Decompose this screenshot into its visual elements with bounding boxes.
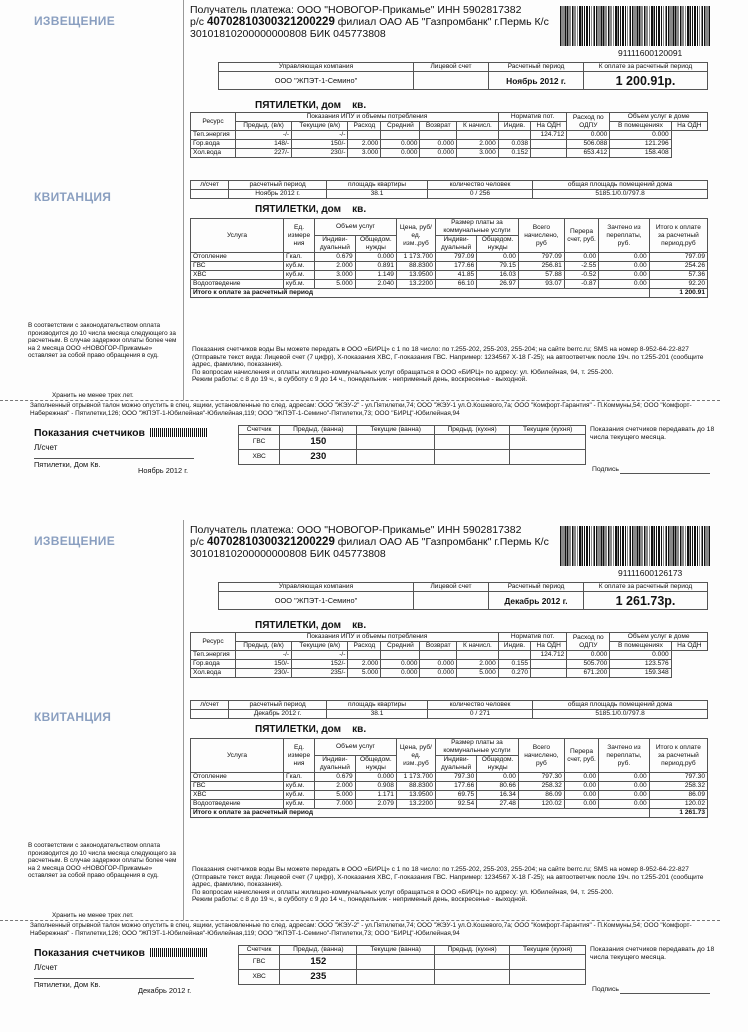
header-table: Управляющая компания Лицевой счет Расчетный период К оплате за расчетный период ООО "ЖПЭТ-1-Семино" Ноябрь 2012 г. 1 200.91р. [218, 62, 708, 90]
address: ПЯТИЛЕТКИ, дом кв. [255, 100, 367, 111]
info-block: Показания счетчиков воды Вы можете передать в ООО «БИРЦ» с 1 по 18 число: по т.255-202, 255-203, 255-204; на сайте berrc.ru; SMS на номер 8-952-64-22-827 (Отправьте текст вида: Лицевой счет (7 цифр), Х-показания ХВС, Г-показания ГВС. Например: 1234567 Х-18 Г-25); на автоответчик после 19ч. по т.255-201 (сообщите адрес, фамилию, показания). По вопросам начисления и оплаты жилищно-коммунальных услуг обращаться в ООО «БИРЦ» по адресу: ул. Юбилейная, 94, т. 255-200. Режим работы: с 8 до 19 ч., в субботу с 9 до 14 ч., понедельник - неприменый день, воскресенье - выходной. [192, 866, 704, 904]
total-label: Итого к оплате за расчетный период [191, 809, 650, 818]
gvs-current[interactable] [357, 435, 434, 450]
hvs-current[interactable] [357, 970, 434, 985]
hvs-current[interactable] [357, 450, 434, 465]
barcode [560, 6, 710, 46]
barcode-number: 91111600126173 [618, 568, 683, 578]
cut-line [183, 520, 184, 920]
legal-note: В соответствии с законодательством оплата производится до 10 числа месяца следующего за расчетным. В случае задержки оплаты более чем на 2 месяца ООО «НОВОГОР-Прикамье» оставляет за собой право обращения в суд. [28, 842, 177, 880]
account-number: 40702810300321200229 [206, 536, 335, 548]
corr-bik-line: 30101810200000000808 БИК 045773808 [190, 548, 386, 560]
small-barcode [150, 428, 208, 437]
period: Декабрь 2012 г. [489, 592, 584, 610]
company-name: ООО "ЖПЭТ-1-Семино" [219, 72, 414, 90]
corr-bik-line: 30101810200000000808 БИК 045773808 [190, 28, 386, 40]
meter-row: Теп.энергия -/- -/- 124.712 0.000 0.000 [191, 651, 708, 660]
keep-note: Хранить не менее трех лет. [52, 392, 134, 399]
services-table: Услуга Ед. измере ния Объем услуг Цена, руб/ед. изм.,руб Размер платы за коммунальные услуги Всего начислено, руб Перера счет, руб. Зачтено из переплаты, руб. Итого к оплате за расчетный период,руб Индиви- дуальный Общедом. нужды Индиви- дуальный Общедом. нужды Отопление Гкал. 0.679 0.000 1 173.700 797.30 0.00 797.30 0.00 0.00 797.30 ГВС куб.м. 2.000 0.908 88.8300 177.66 80.66 258.32 0.00 0.00 258.32 ХВС куб.м. 5.000 1.171 13.9500 69.75 16.34 86.09 0.00 0.00 86.09 Водоотведение куб.м. 7.000 2.079 13.2200 92.54 27.48 120.02 0.00 0.00 120.02 Итого к оплате за расчетный период 1 261.73 [190, 738, 708, 818]
service-row: Отопление Гкал. 0.679 0.000 1 173.700 797.09 0.00 797.09 0.00 0.00 797.09 [191, 253, 708, 262]
payment-slip-december [0, 520, 748, 1032]
payment-slip-november [0, 0, 748, 512]
hvs-prev: 235 [280, 970, 357, 985]
tear-note: Заполненный отрывной талон можно опустить в спец. ящики, установленные по след. адресам: ООО "ЖЭУ-2" - ул.Пятилетки,74; ООО "ЖЭУ-1 ул.О.Кошевого,7а; ООО "Комфорт-Гарантия" - П.Коммуны,54; ООО "Комфорт-Набережная" - Пятилетки,126; ООО "ЖПЭТ-1-Юбилейная"-Юбилейная,119; ООО "ЖПЭТ-1-Семино"-Пятилетки,73; ООО "БИРЦ"-Юбилейная,94 [30, 922, 692, 937]
barcode-number: 91111600120091 [618, 48, 683, 58]
signature-label: Подпись [592, 466, 619, 473]
izveschenie-label: ИЗВЕЩЕНИЕ [34, 534, 116, 548]
account-number: 40702810300321200229 [206, 16, 335, 28]
counters-title: Показания счетчиков [34, 947, 145, 959]
service-row: ГВС куб.м. 2.000 0.891 88.8300 177.66 79.15 256.81 -2.55 0.00 254.26 [191, 262, 708, 271]
signature-label: Подпись [592, 986, 619, 993]
service-row: Водоотведение куб.м. 7.000 2.079 13.2200 92.54 27.48 120.02 0.00 0.00 120.02 [191, 800, 708, 809]
transfer-note: Показания счетчиков передавать до 18 числа текущего месяца. [590, 946, 715, 961]
services-table: Услуга Ед. измере ния Объем услуг Цена, руб/ед. изм.,руб Размер платы за коммунальные услуги Всего начислено, руб Перера счет, руб. Зачтено из переплаты, руб. Итого к оплате за расчетный период,руб Индиви- дуальный Общедом. нужды Индиви- дуальный Общедом. нужды Отопление Гкал. 0.679 0.000 1 173.700 797.09 0.00 797.09 0.00 0.00 797.09 ГВС куб.м. 2.000 0.891 88.8300 177.66 79.15 256.81 -2.55 0.00 254.26 ХВС куб.м. 3.000 1.149 13.9500 41.85 16.03 57.88 -0.52 0.00 57.36 Водоотведение куб.м. 5.000 2.040 13.2200 66.10 26.97 93.07 -0.87 0.00 92.20 Итого к оплате за расчетный период 1 200.91 [190, 218, 708, 298]
info-block: Показания счетчиков воды Вы можете передать в ООО «БИРЦ» с 1 по 18 число: по т.255-202, 255-203, 255-204; на сайте berrc.ru; SMS на номер 8-952-64-22-827 (Отправьте текст вида: Лицевой счет (7 цифр), Х-показания ХВС, Г-показания ГВС. Например: 1234567 Х-18 Г-25); на автоответчик после 19ч. по т.255-201 (сообщите адрес, фамилию, показания). По вопросам начисления и оплаты жилищно-коммунальных услуг обращаться в ООО «БИРЦ» по адресу: ул. Юбилейная, 94, т. 255-200. Режим работы: с 8 до 19 ч., в субботу с 9 до 14 ч., понедельник - неприменый день, воскресенье - выходной. [192, 346, 704, 384]
stub-period: Декабрь 2012 г. [138, 986, 192, 995]
meter-row: Хол.вода 227/- 230/- 3.000 0.000 0.000 3.000 0.152 653.412 158.408 [191, 149, 708, 158]
meters-table: Ресурс Показания ИПУ и объемы потребления Норматив пот. Расход по ОДПУ Объем услуг в доме Предыд. (в/к) Текущие (в/к) Расход Средний Возврат К начисл. Индив. На ОДН В помещениях На ОДН Теп.энергия -/- -/- 124.712 0.000 0.000 Гор.вода 150/- 152/- 2.000 0.000 0.000 2.000 0.155 505.700 123.576 Хол.вода 230/- 235/- 5.000 0.000 0.000 5.000 0.270 671.200 159.348 [190, 632, 708, 678]
service-row: ХВС куб.м. 3.000 1.149 13.9500 41.85 16.03 57.88 -0.52 0.00 57.36 [191, 271, 708, 280]
kvitanciya-label: КВИТАНЦИЯ [34, 710, 112, 724]
meter-row: Гор.вода 150/- 152/- 2.000 0.000 0.000 2.000 0.155 505.700 123.576 [191, 660, 708, 669]
account-line: р/с 40702810300321200229 филиал ОАО АБ "Газпромбанк" г.Пермь К/с [190, 536, 549, 548]
hvs-prev: 230 [280, 450, 357, 465]
tear-line [0, 400, 720, 401]
kvitanciya-label: КВИТАНЦИЯ [34, 190, 112, 204]
recipient-block [190, 4, 550, 40]
address-2: ПЯТИЛЕТКИ, дом кв. [255, 724, 367, 735]
address-2: ПЯТИЛЕТКИ, дом кв. [255, 204, 367, 215]
meter-row: Теп.энергия -/- -/- 124.712 0.000 0.000 [191, 131, 708, 140]
service-row: Отопление Гкал. 0.679 0.000 1 173.700 797.30 0.00 797.30 0.00 0.00 797.30 [191, 773, 708, 782]
meter-row: Хол.вода 230/- 235/- 5.000 0.000 0.000 5.000 0.270 671.200 159.348 [191, 669, 708, 678]
gvs-current[interactable] [357, 955, 434, 970]
gvs-prev: 150 [280, 435, 357, 450]
stub-period: Ноябрь 2012 г. [138, 466, 189, 475]
barcode [560, 526, 710, 566]
stub-address: Пятилетки, Дом Кв. [34, 458, 194, 469]
area-table: л/счет расчетный период площадь квартиры количество человек общая площадь помещений дома Ноябрь 2012 г. 38.1 0 / 256 5185.1/0.0/797.8 [190, 180, 708, 199]
account-line: р/с 40702810300321200229 филиал ОАО АБ "Газпромбанк" г.Пермь К/с [190, 16, 549, 28]
counter-readings-table: Счетчик Предыд. (ванна) Текущие (ванна) Предыд. (кухня) Текущие (кухня) ГВС 152 ХВС 235 [238, 945, 586, 985]
amount-due: 1 200.91р. [584, 72, 708, 90]
meter-row: Гор.вода 148/- 150/- 2.000 0.000 0.000 2.000 0.038 506.088 121.296 [191, 140, 708, 149]
recipient-line: Получатель платежа: ООО "НОВОГОР-Прикамье" ИНН 5902817382 [190, 4, 522, 16]
signature-line [620, 473, 710, 474]
recipient-line: Получатель платежа: ООО "НОВОГОР-Прикамье" ИНН 5902817382 [190, 524, 522, 536]
transfer-note: Показания счетчиков передавать до 18 числа текущего месяца. [590, 426, 715, 441]
total-label: Итого к оплате за расчетный период [191, 289, 650, 298]
service-row: ГВС куб.м. 2.000 0.908 88.8300 177.66 80.66 258.32 0.00 0.00 258.32 [191, 782, 708, 791]
izveschenie-label: ИЗВЕЩЕНИЕ [34, 14, 116, 28]
small-barcode [150, 948, 208, 957]
area-table: л/счет расчетный период площадь квартиры количество человек общая площадь помещений дома Декабрь 2012 г. 38.1 0 / 271 5185.1/0.0/797.8 [190, 700, 708, 719]
meters-table: Ресурс Показания ИПУ и объемы потребления Норматив пот. Расход по ОДПУ Объем услуг в доме Предыд. (в/к) Текущие (в/к) Расход Средний Возврат К начисл. Индив. На ОДН В помещениях На ОДН Теп.энергия -/- -/- 124.712 0.000 0.000 Гор.вода 148/- 150/- 2.000 0.000 0.000 2.000 0.038 506.088 121.296 Хол.вода 227/- 230/- 3.000 0.000 0.000 3.000 0.152 653.412 158.408 [190, 112, 708, 158]
address: ПЯТИЛЕТКИ, дом кв. [255, 620, 367, 631]
period: Ноябрь 2012 г. [489, 72, 584, 90]
signature-line [620, 993, 710, 994]
stub-ls: Л/счет [34, 443, 58, 452]
stub-address: Пятилетки, Дом Кв. [34, 978, 194, 989]
counters-title: Показания счетчиков [34, 427, 145, 439]
service-row: Водоотведение куб.м. 5.000 2.040 13.2200 66.10 26.97 93.07 -0.87 0.00 92.20 [191, 280, 708, 289]
service-row: ХВС куб.м. 5.000 1.171 13.9500 69.75 16.34 86.09 0.00 0.00 86.09 [191, 791, 708, 800]
legal-note: В соответствии с законодательством оплата производится до 10 числа месяца следующего за расчетным. В случае задержки оплаты более чем на 2 месяца ООО «НОВОГОР-Прикамье» оставляет за собой право обращения в суд. [28, 322, 177, 360]
keep-note: Хранить не менее трех лет. [52, 912, 134, 919]
recipient-block [190, 524, 550, 560]
stub-ls: Л/счет [34, 963, 58, 972]
amount-due: 1 261.73р. [584, 592, 708, 610]
cut-line [183, 0, 184, 400]
header-table: Управляющая компания Лицевой счет Расчетный период К оплате за расчетный период ООО "ЖПЭТ-1-Семино" Декабрь 2012 г. 1 261.73р. [218, 582, 708, 610]
company-name: ООО "ЖПЭТ-1-Семино" [219, 592, 414, 610]
total-value: 1 261.73 [649, 809, 707, 818]
tear-line [0, 920, 720, 921]
counter-readings-table: Счетчик Предыд. (ванна) Текущие (ванна) Предыд. (кухня) Текущие (кухня) ГВС 150 ХВС 230 [238, 425, 586, 465]
tear-note: Заполненный отрывной талон можно опустить в спец. ящики, установленные по след. адресам: ООО "ЖЭУ-2" - ул.Пятилетки,74; ООО "ЖЭУ-1 ул.О.Кошевого,7а; ООО "Комфорт-Гарантия" - П.Коммуны,54; ООО "Комфорт-Набережная" - Пятилетки,126; ООО "ЖПЭТ-1-Юбилейная"-Юбилейная,119; ООО "ЖПЭТ-1-Семино"-Пятилетки,73; ООО "БИРЦ"-Юбилейная,94 [30, 402, 692, 417]
gvs-prev: 152 [280, 955, 357, 970]
total-value: 1 200.91 [649, 289, 707, 298]
